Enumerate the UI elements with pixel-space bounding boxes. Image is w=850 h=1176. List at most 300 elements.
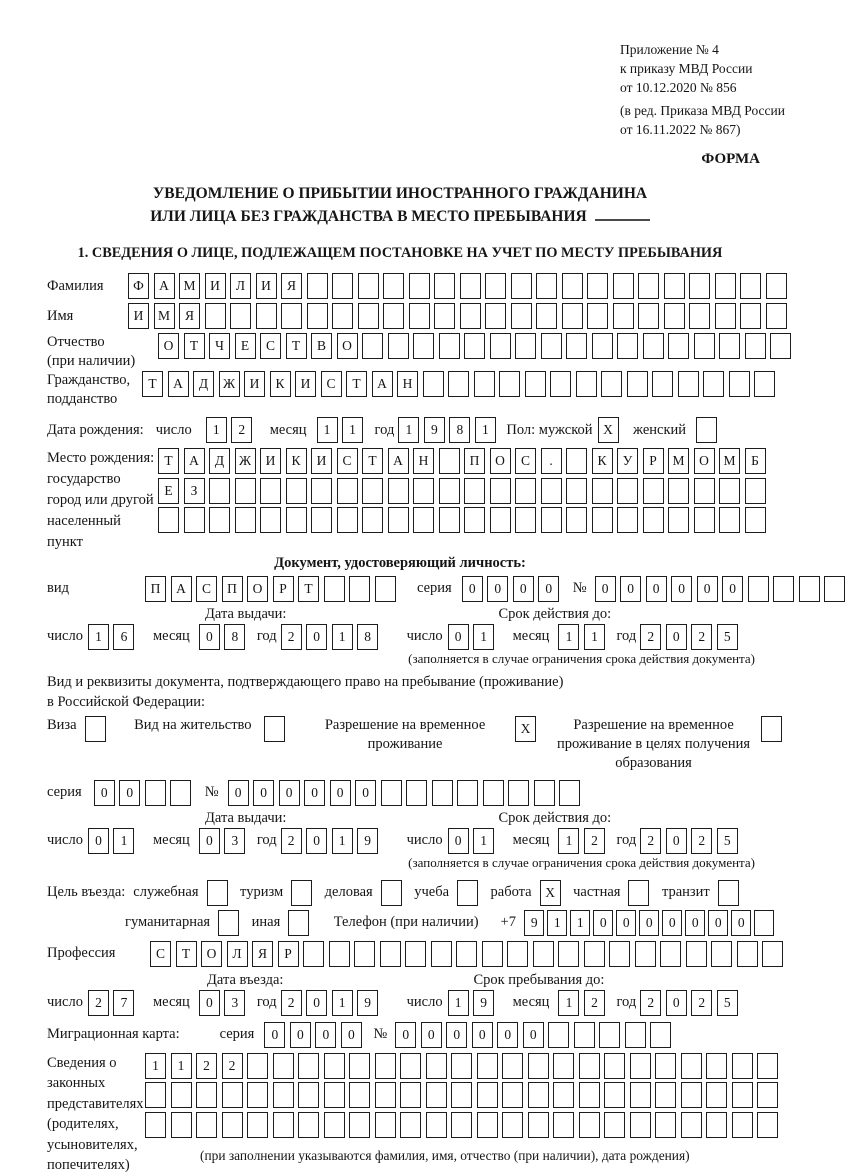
char-box[interactable]	[566, 507, 587, 533]
char-box[interactable]: 0	[94, 780, 115, 806]
char-box[interactable]	[362, 478, 383, 504]
char-box[interactable]	[766, 273, 787, 299]
char-box[interactable]	[235, 507, 256, 533]
char-box[interactable]	[464, 333, 485, 359]
char-box[interactable]: 5	[717, 624, 738, 650]
char-box[interactable]	[740, 303, 761, 329]
char-box[interactable]	[413, 507, 434, 533]
char-box[interactable]: А	[154, 273, 175, 299]
char-box[interactable]	[562, 303, 583, 329]
char-box[interactable]	[332, 303, 353, 329]
char-box[interactable]	[745, 333, 766, 359]
checkbox[interactable]: X	[540, 880, 561, 906]
char-box[interactable]: 2	[584, 990, 605, 1016]
char-box[interactable]	[703, 371, 724, 397]
char-box[interactable]: 9	[424, 417, 445, 443]
char-box[interactable]	[638, 303, 659, 329]
char-box[interactable]: И	[128, 303, 149, 329]
char-box[interactable]	[383, 303, 404, 329]
char-box[interactable]: 0	[697, 576, 718, 602]
char-box[interactable]	[474, 371, 495, 397]
char-box[interactable]	[439, 478, 460, 504]
char-box[interactable]: 1	[171, 1053, 192, 1079]
char-box[interactable]: Л	[227, 941, 248, 967]
char-box[interactable]: П	[145, 576, 166, 602]
char-box[interactable]	[502, 1053, 523, 1079]
char-box[interactable]: 3	[224, 990, 245, 1016]
char-box[interactable]	[630, 1112, 651, 1138]
char-box[interactable]	[757, 1082, 778, 1108]
char-box[interactable]: 0	[395, 1022, 416, 1048]
char-box[interactable]: Р	[278, 941, 299, 967]
char-box[interactable]	[439, 507, 460, 533]
char-box[interactable]	[485, 273, 506, 299]
char-box[interactable]	[337, 507, 358, 533]
char-box[interactable]	[740, 273, 761, 299]
char-box[interactable]	[281, 303, 302, 329]
char-box[interactable]: М	[179, 273, 200, 299]
char-box[interactable]	[209, 507, 230, 533]
char-box[interactable]	[170, 780, 191, 806]
char-box[interactable]: 1	[88, 624, 109, 650]
char-box[interactable]: 1	[145, 1053, 166, 1079]
char-box[interactable]: 0	[662, 910, 683, 936]
char-box[interactable]	[256, 303, 277, 329]
char-box[interactable]	[451, 1082, 472, 1108]
char-box[interactable]	[599, 1022, 620, 1048]
char-box[interactable]	[406, 780, 427, 806]
char-box[interactable]	[630, 1053, 651, 1079]
char-box[interactable]	[689, 273, 710, 299]
char-box[interactable]	[332, 273, 353, 299]
char-box[interactable]: Т	[346, 371, 367, 397]
char-box[interactable]: Т	[142, 371, 163, 397]
char-box[interactable]	[664, 273, 685, 299]
char-box[interactable]	[439, 333, 460, 359]
char-box[interactable]: А	[168, 371, 189, 397]
char-box[interactable]	[380, 941, 401, 967]
char-box[interactable]	[349, 1112, 370, 1138]
char-box[interactable]: С	[321, 371, 342, 397]
char-box[interactable]	[434, 303, 455, 329]
char-box[interactable]	[681, 1082, 702, 1108]
char-box[interactable]: 2	[691, 828, 712, 854]
char-box[interactable]	[145, 1112, 166, 1138]
char-box[interactable]: 0	[448, 828, 469, 854]
char-box[interactable]: 0	[446, 1022, 467, 1048]
char-box[interactable]	[773, 576, 794, 602]
char-box[interactable]	[303, 941, 324, 967]
char-box[interactable]: 0	[593, 910, 614, 936]
checkbox[interactable]	[628, 880, 649, 906]
char-box[interactable]	[490, 333, 511, 359]
char-box[interactable]	[719, 478, 740, 504]
char-box[interactable]	[627, 371, 648, 397]
char-box[interactable]	[652, 371, 673, 397]
char-box[interactable]	[668, 507, 689, 533]
char-box[interactable]	[456, 941, 477, 967]
char-box[interactable]	[413, 478, 434, 504]
char-box[interactable]: В	[311, 333, 332, 359]
char-box[interactable]: О	[490, 448, 511, 474]
char-box[interactable]: А	[171, 576, 192, 602]
char-box[interactable]	[604, 1112, 625, 1138]
char-box[interactable]	[604, 1053, 625, 1079]
char-box[interactable]: Е	[158, 478, 179, 504]
char-box[interactable]	[273, 1053, 294, 1079]
checkbox[interactable]	[291, 880, 312, 906]
char-box[interactable]	[754, 910, 775, 936]
char-box[interactable]	[400, 1053, 421, 1079]
char-box[interactable]	[678, 371, 699, 397]
char-box[interactable]: Р	[643, 448, 664, 474]
char-box[interactable]	[511, 303, 532, 329]
char-box[interactable]	[222, 1112, 243, 1138]
char-box[interactable]	[541, 478, 562, 504]
char-box[interactable]	[715, 303, 736, 329]
char-box[interactable]	[604, 1082, 625, 1108]
char-box[interactable]: 7	[113, 990, 134, 1016]
char-box[interactable]	[405, 941, 426, 967]
char-box[interactable]: Т	[286, 333, 307, 359]
char-box[interactable]: 0	[497, 1022, 518, 1048]
char-box[interactable]	[528, 1082, 549, 1108]
char-box[interactable]: 0	[646, 576, 667, 602]
char-box[interactable]: 0	[341, 1022, 362, 1048]
char-box[interactable]	[528, 1112, 549, 1138]
checkbox[interactable]	[696, 417, 717, 443]
char-box[interactable]	[824, 576, 845, 602]
char-box[interactable]: .	[541, 448, 562, 474]
char-box[interactable]	[426, 1082, 447, 1108]
char-box[interactable]	[354, 941, 375, 967]
char-box[interactable]: 1	[547, 910, 568, 936]
char-box[interactable]	[655, 1082, 676, 1108]
char-box[interactable]: 1	[584, 624, 605, 650]
char-box[interactable]: 1	[113, 828, 134, 854]
char-box[interactable]: 0	[306, 828, 327, 854]
char-box[interactable]: 9	[357, 828, 378, 854]
char-box[interactable]	[298, 1053, 319, 1079]
char-box[interactable]	[766, 303, 787, 329]
char-box[interactable]: Ж	[219, 371, 240, 397]
char-box[interactable]	[715, 273, 736, 299]
char-box[interactable]	[562, 273, 583, 299]
char-box[interactable]	[222, 1082, 243, 1108]
char-box[interactable]	[566, 333, 587, 359]
char-box[interactable]: 0	[228, 780, 249, 806]
char-box[interactable]: 0	[448, 624, 469, 650]
char-box[interactable]: 0	[523, 1022, 544, 1048]
char-box[interactable]	[638, 273, 659, 299]
char-box[interactable]	[324, 1112, 345, 1138]
char-box[interactable]: 0	[616, 910, 637, 936]
char-box[interactable]: 9	[524, 910, 545, 936]
char-box[interactable]: 0	[666, 828, 687, 854]
char-box[interactable]: 3	[224, 828, 245, 854]
char-box[interactable]	[508, 780, 529, 806]
char-box[interactable]	[381, 780, 402, 806]
char-box[interactable]	[499, 371, 520, 397]
char-box[interactable]: С	[260, 333, 281, 359]
checkbox[interactable]	[264, 716, 285, 742]
char-box[interactable]	[528, 1053, 549, 1079]
char-box[interactable]: А	[184, 448, 205, 474]
char-box[interactable]	[592, 333, 613, 359]
char-box[interactable]	[485, 303, 506, 329]
char-box[interactable]	[536, 303, 557, 329]
char-box[interactable]: С	[196, 576, 217, 602]
char-box[interactable]: 8	[224, 624, 245, 650]
char-box[interactable]: 1	[475, 417, 496, 443]
char-box[interactable]	[686, 941, 707, 967]
char-box[interactable]	[307, 273, 328, 299]
char-box[interactable]	[383, 273, 404, 299]
char-box[interactable]	[635, 941, 656, 967]
char-box[interactable]	[145, 780, 166, 806]
char-box[interactable]	[451, 1112, 472, 1138]
char-box[interactable]	[362, 333, 383, 359]
char-box[interactable]	[553, 1082, 574, 1108]
char-box[interactable]	[525, 371, 546, 397]
char-box[interactable]	[431, 941, 452, 967]
char-box[interactable]	[298, 1112, 319, 1138]
char-box[interactable]: 0	[199, 828, 220, 854]
char-box[interactable]	[457, 780, 478, 806]
char-box[interactable]: З	[184, 478, 205, 504]
char-box[interactable]	[426, 1053, 447, 1079]
char-box[interactable]: И	[295, 371, 316, 397]
char-box[interactable]	[625, 1022, 646, 1048]
char-box[interactable]	[681, 1053, 702, 1079]
char-box[interactable]: 0	[472, 1022, 493, 1048]
char-box[interactable]	[358, 273, 379, 299]
char-box[interactable]	[558, 941, 579, 967]
char-box[interactable]: Т	[362, 448, 383, 474]
char-box[interactable]	[587, 303, 608, 329]
char-box[interactable]	[434, 273, 455, 299]
char-box[interactable]: Ф	[128, 273, 149, 299]
char-box[interactable]: 2	[88, 990, 109, 1016]
char-box[interactable]	[650, 1022, 671, 1048]
char-box[interactable]	[643, 507, 664, 533]
char-box[interactable]	[307, 303, 328, 329]
char-box[interactable]: 0	[306, 990, 327, 1016]
char-box[interactable]: И	[256, 273, 277, 299]
char-box[interactable]	[515, 333, 536, 359]
char-box[interactable]	[311, 478, 332, 504]
char-box[interactable]: 0	[671, 576, 692, 602]
char-box[interactable]	[286, 478, 307, 504]
char-box[interactable]	[732, 1053, 753, 1079]
char-box[interactable]: 1	[558, 828, 579, 854]
char-box[interactable]	[553, 1112, 574, 1138]
char-box[interactable]	[668, 333, 689, 359]
char-box[interactable]	[550, 371, 571, 397]
char-box[interactable]	[448, 371, 469, 397]
char-box[interactable]: 0	[315, 1022, 336, 1048]
char-box[interactable]	[617, 507, 638, 533]
char-box[interactable]	[548, 1022, 569, 1048]
char-box[interactable]	[362, 507, 383, 533]
char-box[interactable]: П	[464, 448, 485, 474]
char-box[interactable]	[196, 1082, 217, 1108]
char-box[interactable]: О	[201, 941, 222, 967]
char-box[interactable]	[643, 333, 664, 359]
char-box[interactable]	[745, 507, 766, 533]
char-box[interactable]	[609, 941, 630, 967]
checkbox[interactable]	[457, 880, 478, 906]
char-box[interactable]: И	[205, 273, 226, 299]
char-box[interactable]	[171, 1112, 192, 1138]
char-box[interactable]	[592, 507, 613, 533]
char-box[interactable]	[247, 1112, 268, 1138]
char-box[interactable]: М	[719, 448, 740, 474]
char-box[interactable]: Т	[184, 333, 205, 359]
char-box[interactable]	[541, 333, 562, 359]
char-box[interactable]	[745, 478, 766, 504]
char-box[interactable]: О	[247, 576, 268, 602]
char-box[interactable]	[732, 1082, 753, 1108]
char-box[interactable]: 1	[332, 624, 353, 650]
char-box[interactable]: Б	[745, 448, 766, 474]
char-box[interactable]	[260, 507, 281, 533]
char-box[interactable]	[613, 303, 634, 329]
char-box[interactable]: 8	[357, 624, 378, 650]
char-box[interactable]	[757, 1112, 778, 1138]
char-box[interactable]: Ч	[209, 333, 230, 359]
char-box[interactable]	[375, 1112, 396, 1138]
char-box[interactable]	[584, 941, 605, 967]
char-box[interactable]	[553, 1053, 574, 1079]
char-box[interactable]	[324, 576, 345, 602]
char-box[interactable]: 2	[196, 1053, 217, 1079]
char-box[interactable]: 9	[473, 990, 494, 1016]
char-box[interactable]: 1	[448, 990, 469, 1016]
char-box[interactable]	[298, 1082, 319, 1108]
char-box[interactable]: 0	[708, 910, 729, 936]
char-box[interactable]	[613, 273, 634, 299]
char-box[interactable]	[426, 1112, 447, 1138]
char-box[interactable]: Я	[252, 941, 273, 967]
char-box[interactable]: 5	[717, 828, 738, 854]
char-box[interactable]	[490, 507, 511, 533]
char-box[interactable]	[534, 780, 555, 806]
char-box[interactable]	[660, 941, 681, 967]
char-box[interactable]: 0	[722, 576, 743, 602]
char-box[interactable]: 1	[332, 990, 353, 1016]
char-box[interactable]	[205, 303, 226, 329]
char-box[interactable]	[729, 371, 750, 397]
char-box[interactable]: У	[617, 448, 638, 474]
char-box[interactable]	[329, 941, 350, 967]
char-box[interactable]: 0	[264, 1022, 285, 1048]
char-box[interactable]: 1	[473, 624, 494, 650]
char-box[interactable]: 2	[281, 828, 302, 854]
char-box[interactable]: 0	[199, 990, 220, 1016]
char-box[interactable]	[576, 371, 597, 397]
char-box[interactable]: О	[158, 333, 179, 359]
char-box[interactable]: 9	[357, 990, 378, 1016]
checkbox[interactable]	[85, 716, 106, 742]
char-box[interactable]	[349, 1053, 370, 1079]
char-box[interactable]	[482, 941, 503, 967]
char-box[interactable]	[230, 303, 251, 329]
char-box[interactable]	[770, 333, 791, 359]
char-box[interactable]: И	[260, 448, 281, 474]
char-box[interactable]	[477, 1082, 498, 1108]
char-box[interactable]	[559, 780, 580, 806]
char-box[interactable]	[617, 333, 638, 359]
char-box[interactable]: М	[668, 448, 689, 474]
char-box[interactable]: 2	[231, 417, 252, 443]
char-box[interactable]	[375, 576, 396, 602]
char-box[interactable]: 0	[666, 624, 687, 650]
char-box[interactable]: 0	[306, 624, 327, 650]
char-box[interactable]	[196, 1112, 217, 1138]
char-box[interactable]	[655, 1112, 676, 1138]
char-box[interactable]: 0	[620, 576, 641, 602]
char-box[interactable]: Д	[209, 448, 230, 474]
char-box[interactable]: С	[337, 448, 358, 474]
char-box[interactable]	[694, 478, 715, 504]
char-box[interactable]: 0	[355, 780, 376, 806]
char-box[interactable]	[754, 371, 775, 397]
char-box[interactable]: 0	[666, 990, 687, 1016]
char-box[interactable]: К	[286, 448, 307, 474]
char-box[interactable]	[432, 780, 453, 806]
char-box[interactable]	[311, 507, 332, 533]
checkbox[interactable]	[207, 880, 228, 906]
char-box[interactable]: 2	[691, 990, 712, 1016]
char-box[interactable]: 1	[398, 417, 419, 443]
char-box[interactable]	[400, 1082, 421, 1108]
char-box[interactable]: 5	[717, 990, 738, 1016]
char-box[interactable]	[706, 1112, 727, 1138]
char-box[interactable]	[439, 448, 460, 474]
char-box[interactable]: 0	[487, 576, 508, 602]
char-box[interactable]	[375, 1053, 396, 1079]
char-box[interactable]: А	[372, 371, 393, 397]
char-box[interactable]	[706, 1053, 727, 1079]
char-box[interactable]: 1	[317, 417, 338, 443]
char-box[interactable]	[451, 1053, 472, 1079]
char-box[interactable]	[337, 478, 358, 504]
char-box[interactable]	[579, 1053, 600, 1079]
checkbox[interactable]	[761, 716, 782, 742]
char-box[interactable]: 0	[595, 576, 616, 602]
char-box[interactable]	[515, 478, 536, 504]
char-box[interactable]: 2	[640, 828, 661, 854]
char-box[interactable]	[515, 507, 536, 533]
checkbox[interactable]: X	[515, 716, 536, 742]
char-box[interactable]: 0	[330, 780, 351, 806]
char-box[interactable]	[664, 303, 685, 329]
char-box[interactable]	[409, 273, 430, 299]
char-box[interactable]	[643, 478, 664, 504]
char-box[interactable]	[502, 1112, 523, 1138]
char-box[interactable]	[719, 333, 740, 359]
char-box[interactable]: Д	[193, 371, 214, 397]
char-box[interactable]	[579, 1112, 600, 1138]
char-box[interactable]	[601, 371, 622, 397]
char-box[interactable]: Н	[397, 371, 418, 397]
char-box[interactable]: 0	[304, 780, 325, 806]
char-box[interactable]	[694, 333, 715, 359]
char-box[interactable]: И	[311, 448, 332, 474]
char-box[interactable]: 6	[113, 624, 134, 650]
char-box[interactable]	[423, 371, 444, 397]
